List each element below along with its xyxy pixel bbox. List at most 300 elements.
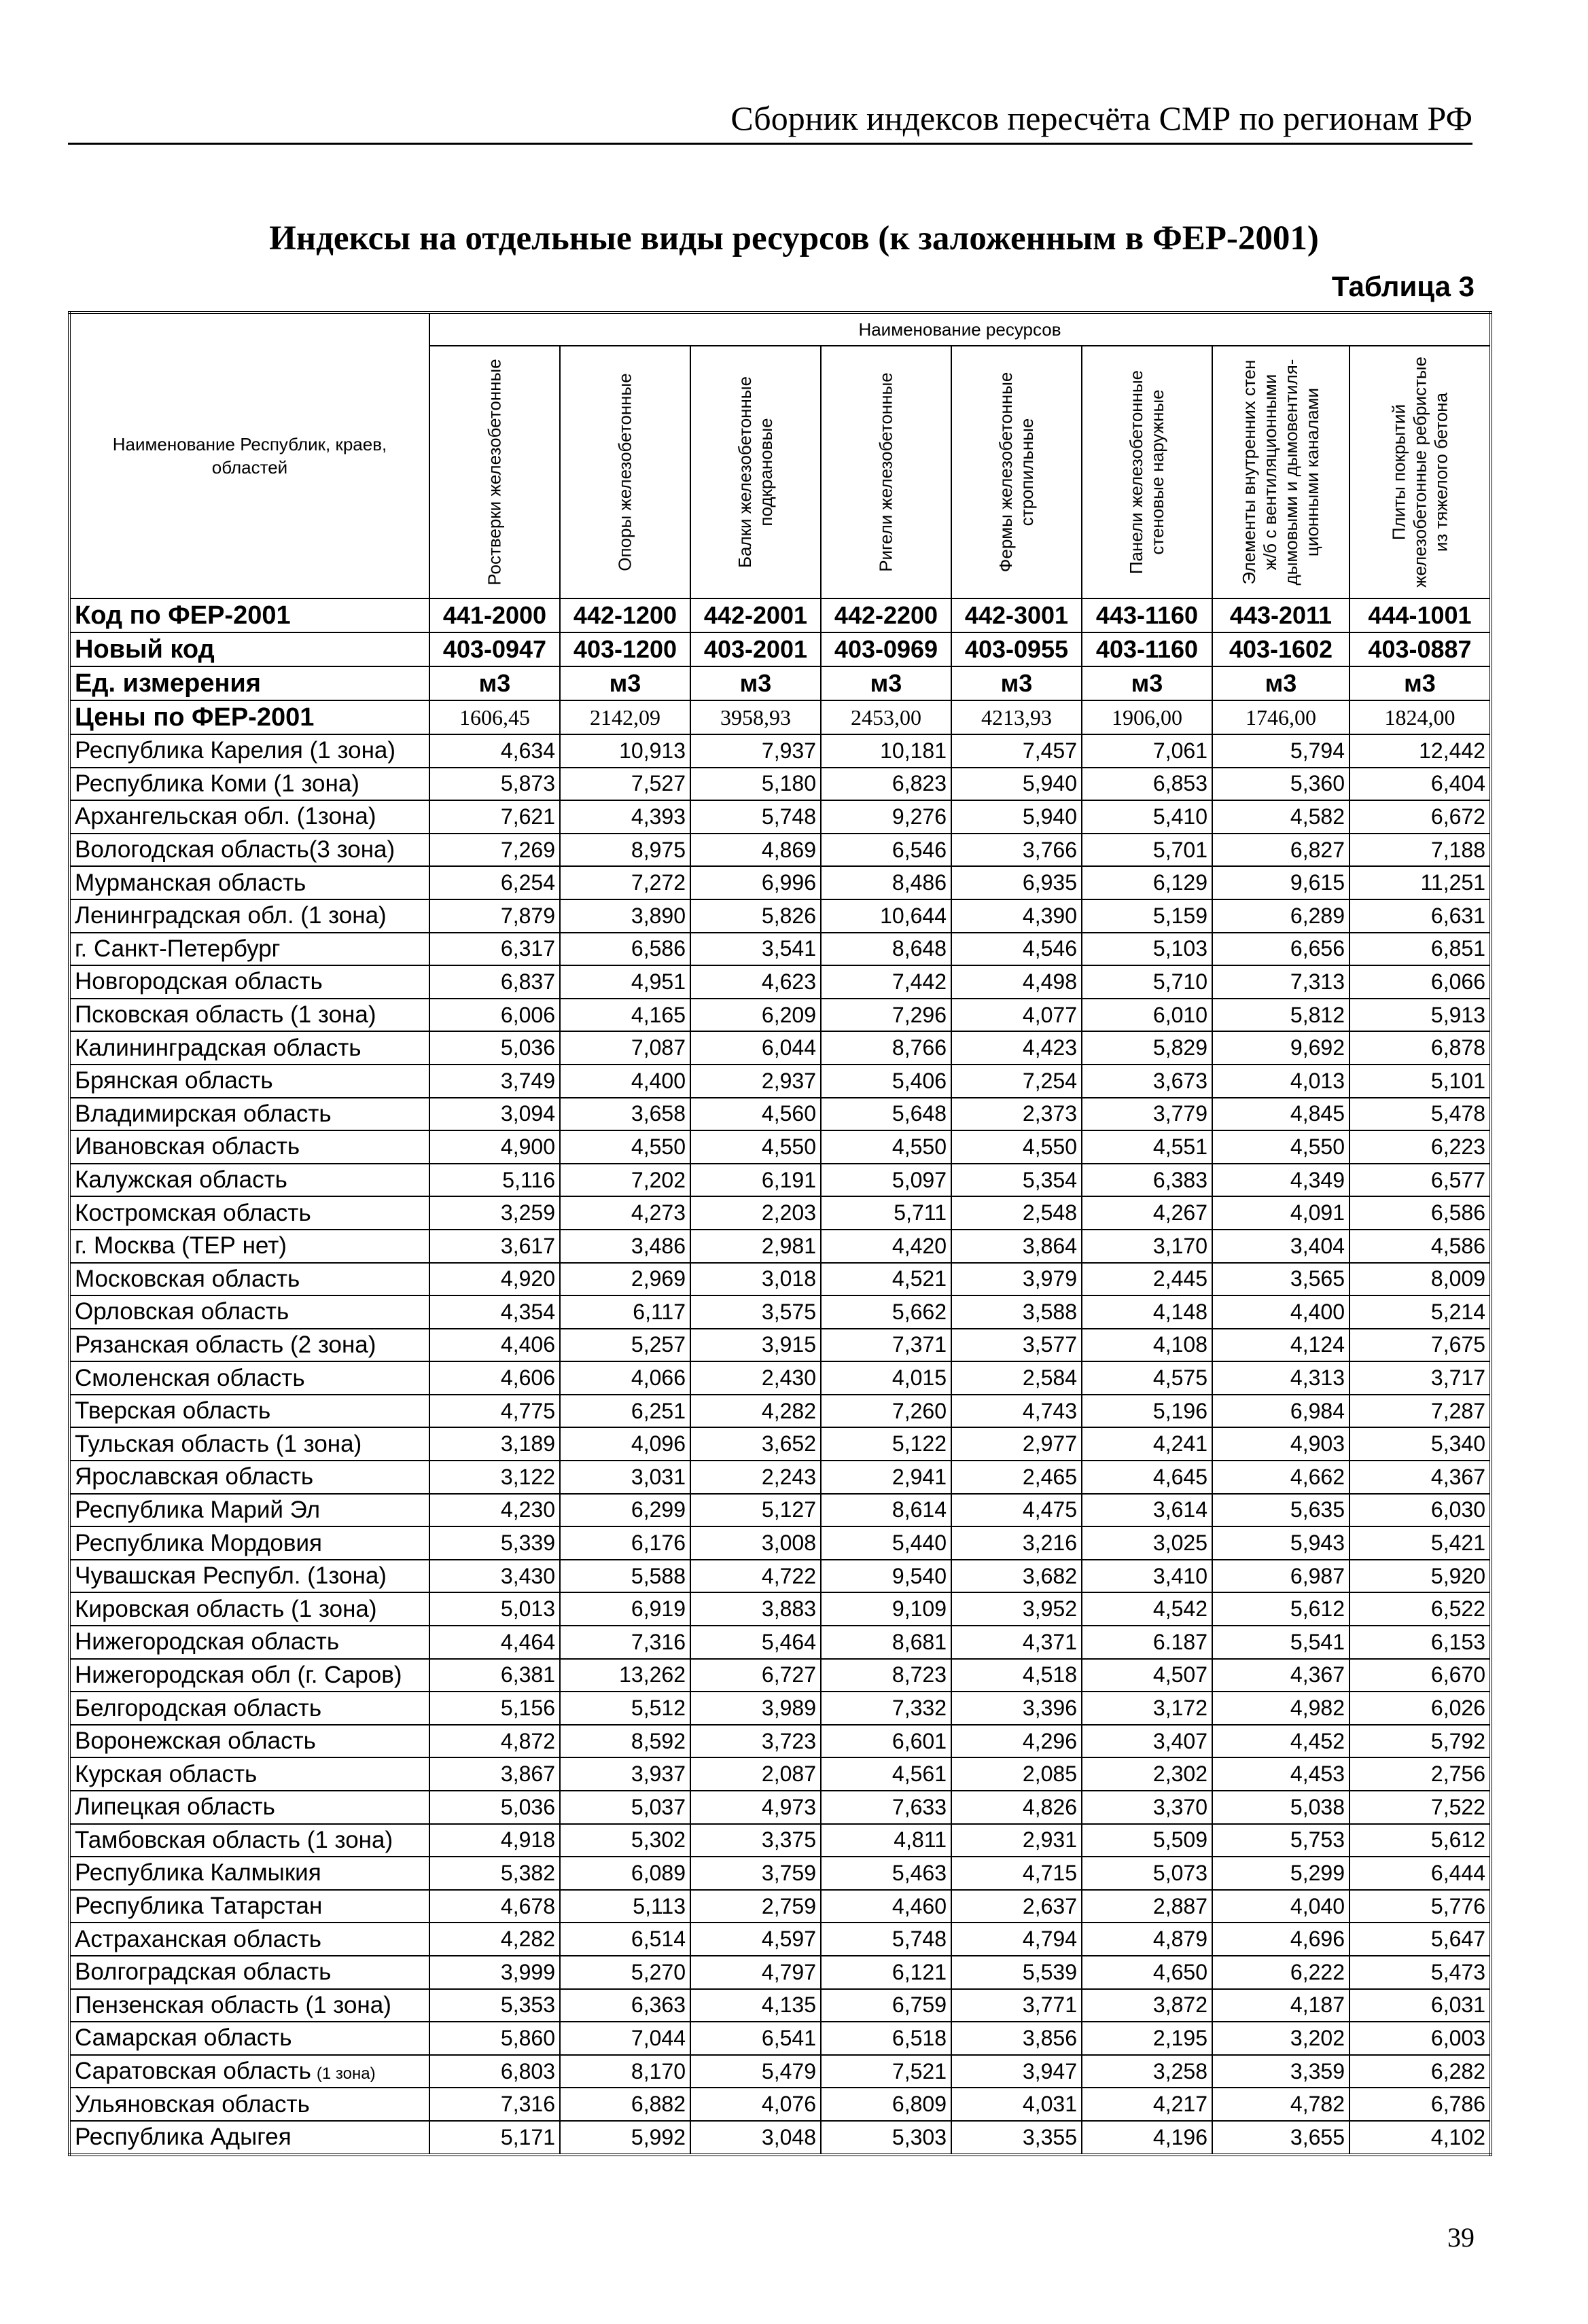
table-row xyxy=(69,1923,1491,1956)
index-value: 7,521 xyxy=(821,2055,951,2088)
index-value: 4,560 xyxy=(690,1098,821,1131)
index-value: 5,171 xyxy=(429,2121,560,2155)
index-value: 7,313 xyxy=(1212,965,1349,999)
index-value: 4,743 xyxy=(951,1395,1082,1428)
index-value: 6,289 xyxy=(1212,899,1349,933)
index-value: 3,172 xyxy=(1082,1692,1212,1725)
index-value: 6,823 xyxy=(821,768,951,801)
index-value: 4,349 xyxy=(1212,1164,1349,1197)
table-row xyxy=(69,1791,1491,1824)
index-value: 2,981 xyxy=(690,1230,821,1263)
index-value: 6,803 xyxy=(429,2055,560,2088)
region-name-text: Республика Адыгея xyxy=(75,2124,292,2151)
region-name xyxy=(69,999,429,1032)
index-value: 3,915 xyxy=(690,1329,821,1362)
table-row xyxy=(69,1329,1491,1362)
index-value: 5,382 xyxy=(429,1857,560,1890)
column-header xyxy=(951,346,1082,598)
index-value: 5,339 xyxy=(429,1526,560,1560)
index-value: 9,276 xyxy=(821,800,951,834)
region-name-text: г. Москва (ТЕР нет) xyxy=(75,1232,287,1259)
index-value: 3,947 xyxy=(951,2055,1082,2088)
index-value: 8,170 xyxy=(560,2055,690,2088)
index-value: 2,931 xyxy=(951,1824,1082,1857)
table-row xyxy=(69,1263,1491,1296)
meta-row-label: Код по ФЕР-2001 xyxy=(69,598,429,632)
region-name xyxy=(69,1263,429,1296)
index-value: 7,621 xyxy=(429,800,560,834)
meta-value: 403-0947 xyxy=(429,632,560,666)
index-value: 6,363 xyxy=(560,1989,690,2022)
index-value: 3,779 xyxy=(1082,1098,1212,1131)
index-value: 7,442 xyxy=(821,965,951,999)
index-value: 6,121 xyxy=(821,1956,951,1989)
index-value: 6,066 xyxy=(1349,965,1491,999)
region-name xyxy=(69,768,429,801)
meta-value: м3 xyxy=(1082,666,1212,700)
index-value: 4,282 xyxy=(429,1923,560,1956)
table-row xyxy=(69,2055,1491,2088)
table-row xyxy=(69,899,1491,933)
index-value: 9,615 xyxy=(1212,866,1349,899)
index-value: 2,548 xyxy=(951,1196,1082,1230)
table-row xyxy=(69,1989,1491,2022)
meta-value: 403-1602 xyxy=(1212,632,1349,666)
column-header-label: Плиты покрытий железобетонные ребристые из тяжелого бетона xyxy=(1388,356,1451,588)
resource-group-header: Наименование ресурсов xyxy=(429,312,1491,346)
index-value: 5,473 xyxy=(1349,1956,1491,1989)
region-name xyxy=(69,866,429,899)
index-value: 3,952 xyxy=(951,1592,1082,1626)
region-name xyxy=(69,1757,429,1791)
index-value: 4,135 xyxy=(690,1989,821,2022)
index-value: 4,400 xyxy=(1212,1295,1349,1329)
index-value: 5,354 xyxy=(951,1164,1082,1197)
index-value: 12,442 xyxy=(1349,734,1491,768)
table-row xyxy=(69,1130,1491,1164)
index-value: 10,913 xyxy=(560,734,690,768)
region-name xyxy=(69,1626,429,1659)
index-value: 7,316 xyxy=(560,1626,690,1659)
table-label: Таблица 3 xyxy=(1331,270,1475,302)
index-value: 3,937 xyxy=(560,1757,690,1791)
index-value: 5,037 xyxy=(560,1791,690,1824)
table-row xyxy=(69,734,1491,768)
index-value: 2,243 xyxy=(690,1461,821,1494)
index-value: 6,827 xyxy=(1212,834,1349,867)
region-name-text: Республика Марий Эл xyxy=(75,1496,321,1523)
index-value: 3,749 xyxy=(429,1065,560,1098)
index-value: 5,463 xyxy=(821,1857,951,1890)
index-value: 4,313 xyxy=(1212,1361,1349,1395)
region-name xyxy=(69,1427,429,1461)
index-value: 6,727 xyxy=(690,1659,821,1692)
region-name-text: Чувашская Республ. (1зона) xyxy=(75,1562,387,1590)
table-row xyxy=(69,1065,1491,1098)
meta-row xyxy=(69,598,1491,632)
column-header xyxy=(1349,346,1491,598)
index-value: 7,527 xyxy=(560,768,690,801)
index-value: 6,117 xyxy=(560,1295,690,1329)
index-value: 5,940 xyxy=(951,800,1082,834)
region-name-text: Пензенская область (1 зона) xyxy=(75,1991,391,2018)
index-value: 3,577 xyxy=(951,1329,1082,1362)
table-row xyxy=(69,834,1491,867)
region-name-text: Курская область xyxy=(75,1760,258,1787)
index-value: 6,209 xyxy=(690,999,821,1032)
index-value: 3,094 xyxy=(429,1098,560,1131)
region-name-text: Республика Мордовия xyxy=(75,1529,322,1556)
index-value: 4,973 xyxy=(690,1791,821,1824)
index-value: 8,009 xyxy=(1349,1263,1491,1296)
index-value: 4,187 xyxy=(1212,1989,1349,2022)
index-value: 7,879 xyxy=(429,899,560,933)
index-value: 4,518 xyxy=(951,1659,1082,1692)
index-value: 4,982 xyxy=(1212,1692,1349,1725)
index-value: 5,073 xyxy=(1082,1857,1212,1890)
index-value: 4,920 xyxy=(429,1263,560,1296)
table-row xyxy=(69,2022,1491,2055)
region-name-text: г. Санкт-Петербург xyxy=(75,935,281,962)
index-value: 2,085 xyxy=(951,1757,1082,1791)
meta-value: 403-0955 xyxy=(951,632,1082,666)
index-value: 8,766 xyxy=(821,1031,951,1065)
region-name-text: Калининградская область xyxy=(75,1034,361,1061)
index-value: 6,919 xyxy=(560,1592,690,1626)
index-value: 3,189 xyxy=(429,1427,560,1461)
table-row xyxy=(69,1824,1491,1857)
region-zone-note: (1 зона) xyxy=(316,2064,376,2084)
meta-row xyxy=(69,632,1491,666)
meta-value: м3 xyxy=(690,666,821,700)
index-value: 6,935 xyxy=(951,866,1082,899)
region-name-text: Саратовская область xyxy=(75,2058,311,2085)
region-name-text: Тамбовская область (1 зона) xyxy=(75,1826,393,1853)
index-value: 6,129 xyxy=(1082,866,1212,899)
meta-value: 442-2001 xyxy=(690,598,821,632)
meta-value: 3958,93 xyxy=(690,700,821,734)
region-name-text: Владимирская область xyxy=(75,1100,332,1127)
index-value: 3,617 xyxy=(429,1230,560,1263)
index-value: 4,452 xyxy=(1212,1725,1349,1758)
index-value: 4,869 xyxy=(690,834,821,867)
index-value: 4,845 xyxy=(1212,1098,1349,1131)
index-value: 10,644 xyxy=(821,899,951,933)
index-value: 2,430 xyxy=(690,1361,821,1395)
index-value: 3,999 xyxy=(429,1956,560,1989)
index-value: 5,097 xyxy=(821,1164,951,1197)
index-value: 2,977 xyxy=(951,1427,1082,1461)
index-value: 4,722 xyxy=(690,1560,821,1593)
column-header-label: Панели железобетонные стеновые наружные xyxy=(1126,370,1167,575)
index-value: 4,066 xyxy=(560,1361,690,1395)
running-header: Сборник индексов пересчёта СМР по регионам РФ xyxy=(68,94,1472,145)
table-row xyxy=(69,1526,1491,1560)
index-value: 7,675 xyxy=(1349,1329,1491,1362)
index-value: 5,440 xyxy=(821,1526,951,1560)
index-value: 4,507 xyxy=(1082,1659,1212,1692)
index-value: 3,867 xyxy=(429,1757,560,1791)
region-name-text: Тульская область (1 зона) xyxy=(75,1430,362,1457)
meta-value: 403-0969 xyxy=(821,632,951,666)
column-header xyxy=(429,346,560,598)
index-value: 7,061 xyxy=(1082,734,1212,768)
meta-value: 403-1200 xyxy=(560,632,690,666)
index-value: 3,018 xyxy=(690,1263,821,1296)
table-row xyxy=(69,1098,1491,1131)
index-value: 3,864 xyxy=(951,1230,1082,1263)
index-value: 4,282 xyxy=(690,1395,821,1428)
region-name xyxy=(69,1329,429,1362)
index-value: 2,302 xyxy=(1082,1757,1212,1791)
index-value: 2,584 xyxy=(951,1361,1082,1395)
index-value: 6,089 xyxy=(560,1857,690,1890)
index-value: 6,878 xyxy=(1349,1031,1491,1065)
index-value: 5,812 xyxy=(1212,999,1349,1032)
index-value: 4,662 xyxy=(1212,1461,1349,1494)
region-name xyxy=(69,1791,429,1824)
table-row xyxy=(69,1956,1491,1989)
index-value: 6,006 xyxy=(429,999,560,1032)
meta-value: 441-2000 xyxy=(429,598,560,632)
index-value: 5,302 xyxy=(560,1824,690,1857)
index-value: 5,159 xyxy=(1082,899,1212,933)
index-value: 8,723 xyxy=(821,1659,951,1692)
index-value: 5,270 xyxy=(560,1956,690,1989)
index-value: 4,550 xyxy=(560,1130,690,1164)
index-value: 7,202 xyxy=(560,1164,690,1197)
index-value: 7,937 xyxy=(690,734,821,768)
index-value: 6,317 xyxy=(429,933,560,966)
region-name xyxy=(69,1461,429,1494)
table-row xyxy=(69,1725,1491,1758)
table-row xyxy=(69,1031,1491,1065)
index-value: 5,753 xyxy=(1212,1824,1349,1857)
index-value: 3,170 xyxy=(1082,1230,1212,1263)
index-value: 3,658 xyxy=(560,1098,690,1131)
index-value: 5,479 xyxy=(690,2055,821,2088)
table-row xyxy=(69,1560,1491,1593)
meta-value: м3 xyxy=(1212,666,1349,700)
index-value: 3,486 xyxy=(560,1230,690,1263)
index-value: 6,672 xyxy=(1349,800,1491,834)
index-value: 6.187 xyxy=(1082,1626,1212,1659)
meta-value: 2142,09 xyxy=(560,700,690,734)
index-value: 6,031 xyxy=(1349,1989,1491,2022)
index-value: 4,371 xyxy=(951,1626,1082,1659)
index-value: 3,216 xyxy=(951,1526,1082,1560)
table-row xyxy=(69,2121,1491,2155)
region-name xyxy=(69,1295,429,1329)
index-value: 4,550 xyxy=(821,1130,951,1164)
index-value: 5,421 xyxy=(1349,1526,1491,1560)
index-value: 3,008 xyxy=(690,1526,821,1560)
index-value: 6,837 xyxy=(429,965,560,999)
meta-value: 442-1200 xyxy=(560,598,690,632)
index-value: 3,565 xyxy=(1212,1263,1349,1296)
table-row xyxy=(69,1427,1491,1461)
index-value: 7,087 xyxy=(560,1031,690,1065)
index-value: 5,588 xyxy=(560,1560,690,1593)
index-value: 6,984 xyxy=(1212,1395,1349,1428)
column-header-label: Элементы внутренних стен ж/б с вентиляционными дымовыми и дымовентиля-ционными каналами xyxy=(1239,359,1322,586)
index-value: 3,031 xyxy=(560,1461,690,1494)
region-name xyxy=(69,933,429,966)
column-header-label: Балки железобетонные подкрановые xyxy=(735,376,776,569)
region-name xyxy=(69,1196,429,1230)
index-value: 6,786 xyxy=(1349,2088,1491,2121)
table-row xyxy=(69,1890,1491,1923)
index-value: 5,036 xyxy=(429,1031,560,1065)
index-value: 5,303 xyxy=(821,2121,951,2155)
index-value: 3,771 xyxy=(951,1989,1082,2022)
region-name xyxy=(69,1725,429,1758)
index-value: 3,541 xyxy=(690,933,821,966)
index-value: 5,662 xyxy=(821,1295,951,1329)
index-value: 4,406 xyxy=(429,1329,560,1362)
index-value: 4,124 xyxy=(1212,1329,1349,1362)
index-value: 3,717 xyxy=(1349,1361,1491,1395)
index-value: 8,681 xyxy=(821,1626,951,1659)
region-name-text: Новгородская область xyxy=(75,968,323,995)
region-name-text: Белгородская область xyxy=(75,1694,322,1721)
index-value: 7,633 xyxy=(821,1791,951,1824)
index-value: 4,420 xyxy=(821,1230,951,1263)
column-header-label: Ростверки железобетонные xyxy=(484,359,505,586)
index-value: 6,444 xyxy=(1349,1857,1491,1890)
index-value: 4,879 xyxy=(1082,1923,1212,1956)
index-value: 5,101 xyxy=(1349,1065,1491,1098)
index-value: 5,829 xyxy=(1082,1031,1212,1065)
meta-value: м3 xyxy=(560,666,690,700)
region-name-text: Самарская область xyxy=(75,2024,292,2052)
index-value: 4,464 xyxy=(429,1626,560,1659)
region-column-header: Наименование Республик, краев, областей xyxy=(69,312,429,598)
region-name-text: Вологодская область(3 зона) xyxy=(75,836,395,863)
index-value: 3,258 xyxy=(1082,2055,1212,2088)
index-value: 5,196 xyxy=(1082,1395,1212,1428)
index-value: 4,797 xyxy=(690,1956,821,1989)
index-value: 5,913 xyxy=(1349,999,1491,1032)
index-value: 7,316 xyxy=(429,2088,560,2121)
region-name xyxy=(69,2022,429,2055)
index-value: 6,044 xyxy=(690,1031,821,1065)
index-value: 4,811 xyxy=(821,1824,951,1857)
index-value: 6,383 xyxy=(1082,1164,1212,1197)
index-value: 4,546 xyxy=(951,933,1082,966)
index-value: 5,792 xyxy=(1349,1725,1491,1758)
index-value: 5,647 xyxy=(1349,1923,1491,1956)
index-value: 2,373 xyxy=(951,1098,1082,1131)
index-value: 5,113 xyxy=(560,1890,690,1923)
table-row xyxy=(69,2088,1491,2121)
meta-value: 442-2200 xyxy=(821,598,951,632)
index-value: 5,038 xyxy=(1212,1791,1349,1824)
index-value: 6,010 xyxy=(1082,999,1212,1032)
index-value: 3,652 xyxy=(690,1427,821,1461)
table-row xyxy=(69,999,1491,1032)
region-name xyxy=(69,734,429,768)
index-value: 4,542 xyxy=(1082,1592,1212,1626)
index-value: 4,903 xyxy=(1212,1427,1349,1461)
index-value: 5,353 xyxy=(429,1989,560,2022)
index-value: 4,650 xyxy=(1082,1956,1212,1989)
region-name-text: Республика Калмыкия xyxy=(75,1859,321,1887)
column-header xyxy=(560,346,690,598)
column-header-label: Ригели железобетонные xyxy=(875,372,896,572)
index-value: 7,371 xyxy=(821,1329,951,1362)
index-value: 5,299 xyxy=(1212,1857,1349,1890)
index-value: 5,748 xyxy=(690,800,821,834)
region-name-text: Ленинградская обл. (1 зона) xyxy=(75,902,387,929)
index-value: 5,122 xyxy=(821,1427,951,1461)
index-value: 5,410 xyxy=(1082,800,1212,834)
index-value: 9,109 xyxy=(821,1592,951,1626)
index-value: 4,551 xyxy=(1082,1130,1212,1164)
index-value: 6,853 xyxy=(1082,768,1212,801)
index-value: 4,108 xyxy=(1082,1329,1212,1362)
index-value: 3,979 xyxy=(951,1263,1082,1296)
index-value: 5,711 xyxy=(821,1196,951,1230)
region-name xyxy=(69,2055,429,2088)
index-value: 6,251 xyxy=(560,1395,690,1428)
index-value: 3,048 xyxy=(690,2121,821,2155)
index-value: 2,969 xyxy=(560,1263,690,1296)
index-value: 6,299 xyxy=(560,1494,690,1527)
index-value: 6,882 xyxy=(560,2088,690,2121)
index-value: 5,036 xyxy=(429,1791,560,1824)
index-value: 6,809 xyxy=(821,2088,951,2121)
index-value: 3,883 xyxy=(690,1592,821,1626)
index-value: 4,521 xyxy=(821,1263,951,1296)
index-value: 5,794 xyxy=(1212,734,1349,768)
index-value: 5,214 xyxy=(1349,1295,1491,1329)
index-value: 5,340 xyxy=(1349,1427,1491,1461)
index-value: 3,259 xyxy=(429,1196,560,1230)
meta-value: 443-1160 xyxy=(1082,598,1212,632)
index-value: 6,518 xyxy=(821,2022,951,2055)
index-value: 10,181 xyxy=(821,734,951,768)
index-value: 6,670 xyxy=(1349,1659,1491,1692)
index-value: 7,044 xyxy=(560,2022,690,2055)
index-value: 3,890 xyxy=(560,899,690,933)
index-value: 5,992 xyxy=(560,2121,690,2155)
index-value: 6,222 xyxy=(1212,1956,1349,1989)
index-value: 6,254 xyxy=(429,866,560,899)
index-value: 2,941 xyxy=(821,1461,951,1494)
table-row xyxy=(69,1164,1491,1197)
index-value: 3,655 xyxy=(1212,2121,1349,2155)
table-row xyxy=(69,1395,1491,1428)
index-value: 3,989 xyxy=(690,1692,821,1725)
region-name xyxy=(69,2121,429,2155)
region-name xyxy=(69,1494,429,1527)
meta-row-label: Цены по ФЕР-2001 xyxy=(69,700,429,734)
meta-value: м3 xyxy=(1349,666,1491,700)
index-value: 4,096 xyxy=(560,1427,690,1461)
index-value: 2,937 xyxy=(690,1065,821,1098)
index-value: 3,375 xyxy=(690,1824,821,1857)
index-value: 5,257 xyxy=(560,1329,690,1362)
index-value: 5,635 xyxy=(1212,1494,1349,1527)
index-value: 5,748 xyxy=(821,1923,951,1956)
index-value: 5,180 xyxy=(690,768,821,801)
index-value: 4,091 xyxy=(1212,1196,1349,1230)
index-value: 4,550 xyxy=(951,1130,1082,1164)
region-name-text: Архангельская обл. (1зона) xyxy=(75,803,376,830)
index-value: 3,872 xyxy=(1082,1989,1212,2022)
column-header-label: Опоры железобетонные xyxy=(614,373,635,571)
